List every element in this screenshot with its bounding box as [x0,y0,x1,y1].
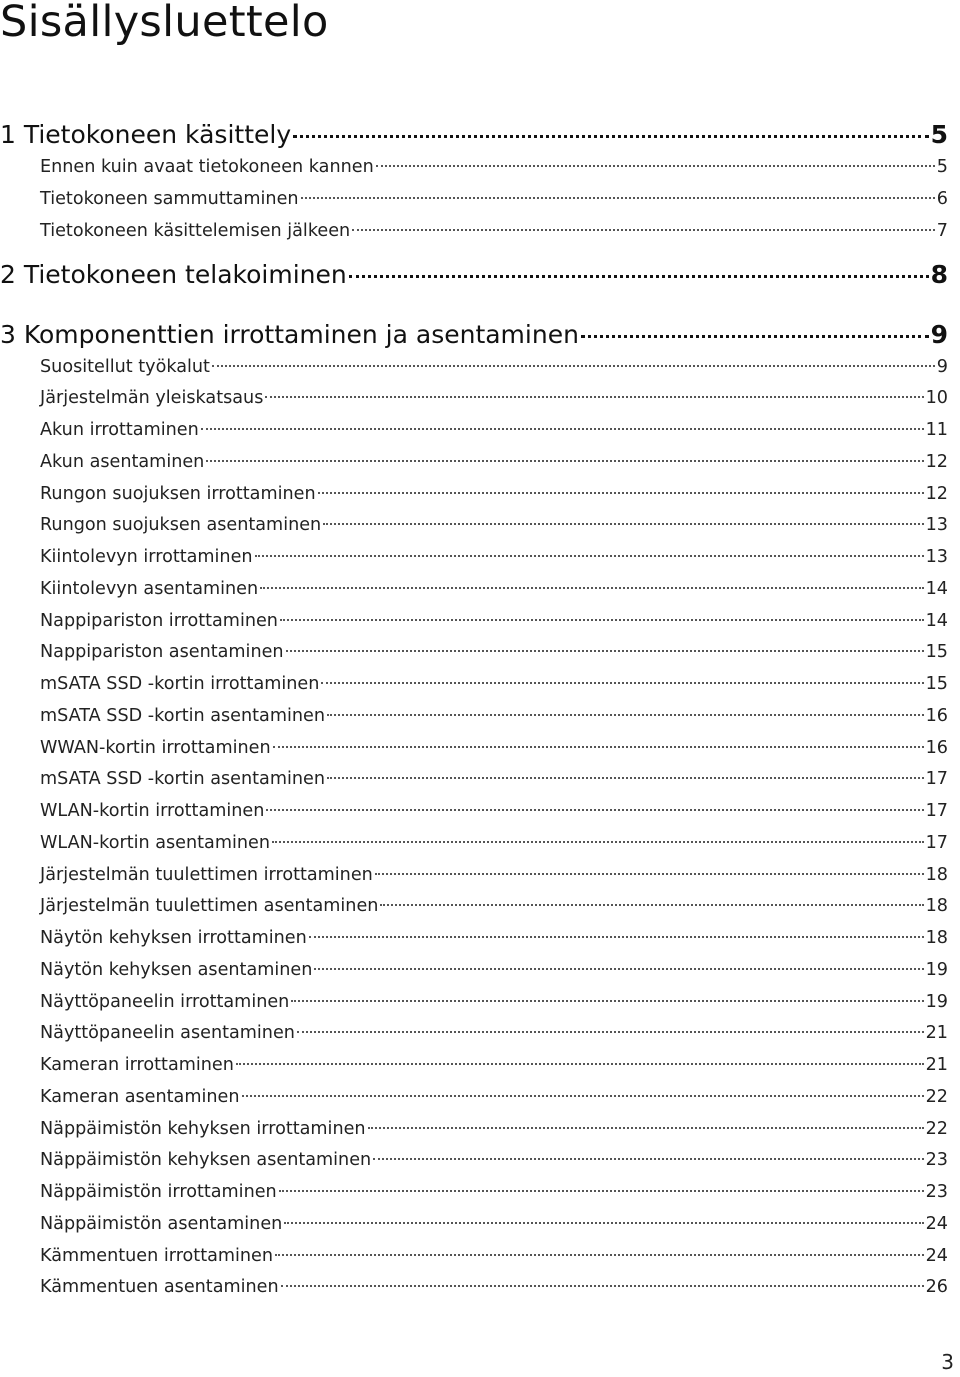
toc-entry-title: Näppäimistön irrottaminen [40,1182,277,1202]
toc-section-entry[interactable] [40,1019,948,1047]
dot-leader [266,809,923,811]
toc-section-entry[interactable] [40,185,948,213]
dot-leader [309,936,924,938]
dot-leader [375,873,924,875]
toc-entry-page: 23 [925,1150,948,1171]
dot-leader [373,1158,923,1160]
toc-section-entry[interactable] [40,1146,948,1174]
toc-section-entry[interactable] [40,797,948,825]
dot-leader [206,460,923,462]
toc-entry-title: Kiintolevyn asentaminen [40,578,259,599]
toc-entry-page: 21 [925,1055,948,1075]
toc-entry-title: Suositellut työkalut [40,356,210,377]
toc-entry-title: Näppäimistön kehyksen asentaminen [40,1150,372,1171]
dot-leader [318,492,924,494]
toc-section-entry[interactable] [40,448,948,476]
toc-entry-page: 18 [925,896,948,917]
toc-entry-page: 9 [930,319,948,349]
toc-entry-title: Näppäimistön kehyksen irrottaminen [40,1118,366,1139]
toc-entry-page: 24 [925,1213,948,1234]
toc-chapter-entry[interactable] [0,257,948,293]
toc-section-entry[interactable] [40,765,948,793]
toc-section-entry[interactable] [40,956,948,984]
dot-leader [275,1254,924,1256]
toc-entry-page: 8 [930,259,948,289]
toc-entry-page: 19 [925,959,948,980]
dot-leader [297,1031,924,1033]
toc-entry-page: 11 [925,420,948,440]
toc-entry-page: 12 [925,483,948,504]
dot-leader [265,396,923,398]
dot-leader [260,587,923,589]
toc-entry-title: Rungon suojuksen irrottaminen [40,483,316,504]
toc-section-entry[interactable] [40,353,948,381]
toc-entry-page: 17 [925,801,948,821]
toc-entry-title: Akun irrottaminen [40,420,199,440]
dot-leader [314,968,923,970]
toc-chapter-entry[interactable] [0,317,948,353]
toc-section-entry[interactable] [40,575,948,603]
toc-section-entry[interactable] [40,511,948,539]
toc-entry-title: Järjestelmän tuulettimen asentaminen [40,896,379,917]
dot-leader [242,1095,924,1097]
toc-entry-page: 10 [925,388,948,409]
dot-leader [321,682,923,684]
toc-entry-page: 19 [925,991,948,1012]
dot-leader [327,777,924,779]
toc-entry-page: 23 [925,1182,948,1202]
dot-leader [376,165,935,167]
dot-leader [273,746,924,748]
toc-section-entry[interactable] [40,543,948,571]
toc-section-entry[interactable] [40,1210,948,1238]
dot-leader [279,1190,924,1192]
toc-section-entry[interactable] [40,1178,948,1206]
toc-section-entry[interactable] [40,702,948,730]
toc-entry-title: Näytön kehyksen asentaminen [40,959,313,980]
toc-entry-title: Kameran asentaminen [40,1086,240,1107]
toc-entry-page: 13 [925,515,948,536]
toc-section-entry[interactable] [40,1242,948,1270]
toc-entry-title: Kameran irrottaminen [40,1055,234,1075]
toc-section-entry[interactable] [40,607,948,635]
toc-entry-title: Nappipariston irrottaminen [40,610,278,631]
toc-section-entry[interactable] [40,892,948,920]
toc-section-entry[interactable] [40,1273,948,1301]
toc-entry-title: mSATA SSD -kortin asentaminen [40,705,325,726]
toc-section-entry[interactable] [40,217,948,245]
toc-entry-title: Tietokoneen käsittelemisen jälkeen [40,220,351,241]
dot-leader [293,135,928,138]
toc-entry-page: 5 [930,120,948,149]
toc-entry-title: Näytön kehyksen irrottaminen [40,928,307,948]
toc-section-entry[interactable] [40,861,948,889]
page-title: Sisällysluettelo [0,0,329,47]
toc-entry-title: Rungon suojuksen asentaminen [40,515,322,536]
toc-section-entry[interactable] [40,1083,948,1111]
toc-entry-page: 15 [925,642,948,663]
dot-leader [280,619,924,621]
toc-entry-title: Järjestelmän yleiskatsaus [40,388,264,409]
dot-leader [255,555,924,557]
toc-entry-page: 9 [936,356,948,377]
toc-section-entry[interactable] [40,416,948,444]
toc-section-entry[interactable] [40,480,948,508]
toc-section-entry[interactable] [40,384,948,412]
toc-entry-title: Kämmentuen irrottaminen [40,1245,274,1266]
dot-leader [201,428,924,430]
toc-entry-title: Näyttöpaneelin irrottaminen [40,991,290,1012]
toc-section-entry[interactable] [40,988,948,1016]
dot-leader [284,1222,923,1224]
toc-entry-page: 14 [925,578,948,599]
toc-section-entry[interactable] [40,1115,948,1143]
toc-entry-page: 26 [925,1277,948,1298]
toc-entry-page: 18 [925,928,948,948]
toc-entry-title: WLAN-kortin irrottaminen [40,801,265,821]
toc-entry-page: 24 [925,1245,948,1266]
dot-leader [352,229,935,231]
toc-section-entry[interactable] [40,1051,948,1079]
toc-entry-page: 16 [925,737,948,758]
dot-leader [291,1000,923,1002]
toc-entry-title: 3 Komponenttien irrottaminen ja asentaminen [0,319,579,349]
toc-entry-page: 21 [925,1023,948,1044]
toc-entry-title: Ennen kuin avaat tietokoneen kannen [40,157,374,177]
toc-entry-page: 14 [925,610,948,631]
dot-leader [581,335,929,338]
toc-entry-page: 7 [936,220,948,241]
toc-entry-title: WLAN-kortin asentaminen [40,832,270,853]
toc-entry-title: Näyttöpaneelin asentaminen [40,1023,295,1044]
toc-entry-page: 22 [925,1086,948,1107]
toc-entry-title: Kiintolevyn irrottaminen [40,547,253,567]
toc-entry-title: Kämmentuen asentaminen [40,1277,279,1298]
toc-section-entry[interactable] [40,153,948,181]
toc-entry-title: Näppäimistön asentaminen [40,1213,283,1234]
dot-leader [236,1063,924,1065]
toc-section-entry[interactable] [40,829,948,857]
toc-section-entry[interactable] [40,734,948,762]
dot-leader [368,1127,924,1129]
toc-chapter-entry[interactable] [0,117,948,153]
toc-entry-page: 16 [925,705,948,726]
dot-leader [301,197,935,199]
toc-entry-title: mSATA SSD -kortin asentaminen [40,769,325,790]
toc-entry-title: 1 Tietokoneen käsittely [0,120,292,149]
dot-leader [349,275,929,278]
toc-entry-title: 2 Tietokoneen telakoiminen [0,259,347,289]
toc-entry-page: 13 [925,547,948,567]
toc-section-entry[interactable] [40,670,948,698]
toc-entry-page: 22 [925,1118,948,1139]
dot-leader [281,1285,924,1287]
toc-entry-page: 5 [936,157,948,177]
page-number: 3 [941,1350,954,1374]
dot-leader [286,650,924,652]
toc-entry-title: Nappipariston asentaminen [40,642,284,663]
toc-entry-page: 18 [925,864,948,885]
toc-entry-page: 17 [925,769,948,790]
toc-entry-title: Tietokoneen sammuttaminen [40,188,299,209]
dot-leader [212,365,935,367]
toc-entry-title: Akun asentaminen [40,451,205,472]
dot-leader [327,714,924,716]
toc-entry-page: 12 [925,451,948,472]
toc-entry-page: 6 [936,188,948,209]
toc-section-entry[interactable] [40,638,948,666]
dot-leader [272,841,924,843]
toc-entry-title: Järjestelmän tuulettimen irrottaminen [40,864,373,885]
toc-entry-title: mSATA SSD -kortin irrottaminen [40,674,320,694]
toc-entry-page: 17 [925,832,948,853]
dot-leader [380,904,923,906]
toc-entry-page: 15 [925,674,948,694]
dot-leader [323,523,923,525]
toc-entry-title: WWAN-kortin irrottaminen [40,737,271,758]
toc-section-entry[interactable] [40,924,948,952]
